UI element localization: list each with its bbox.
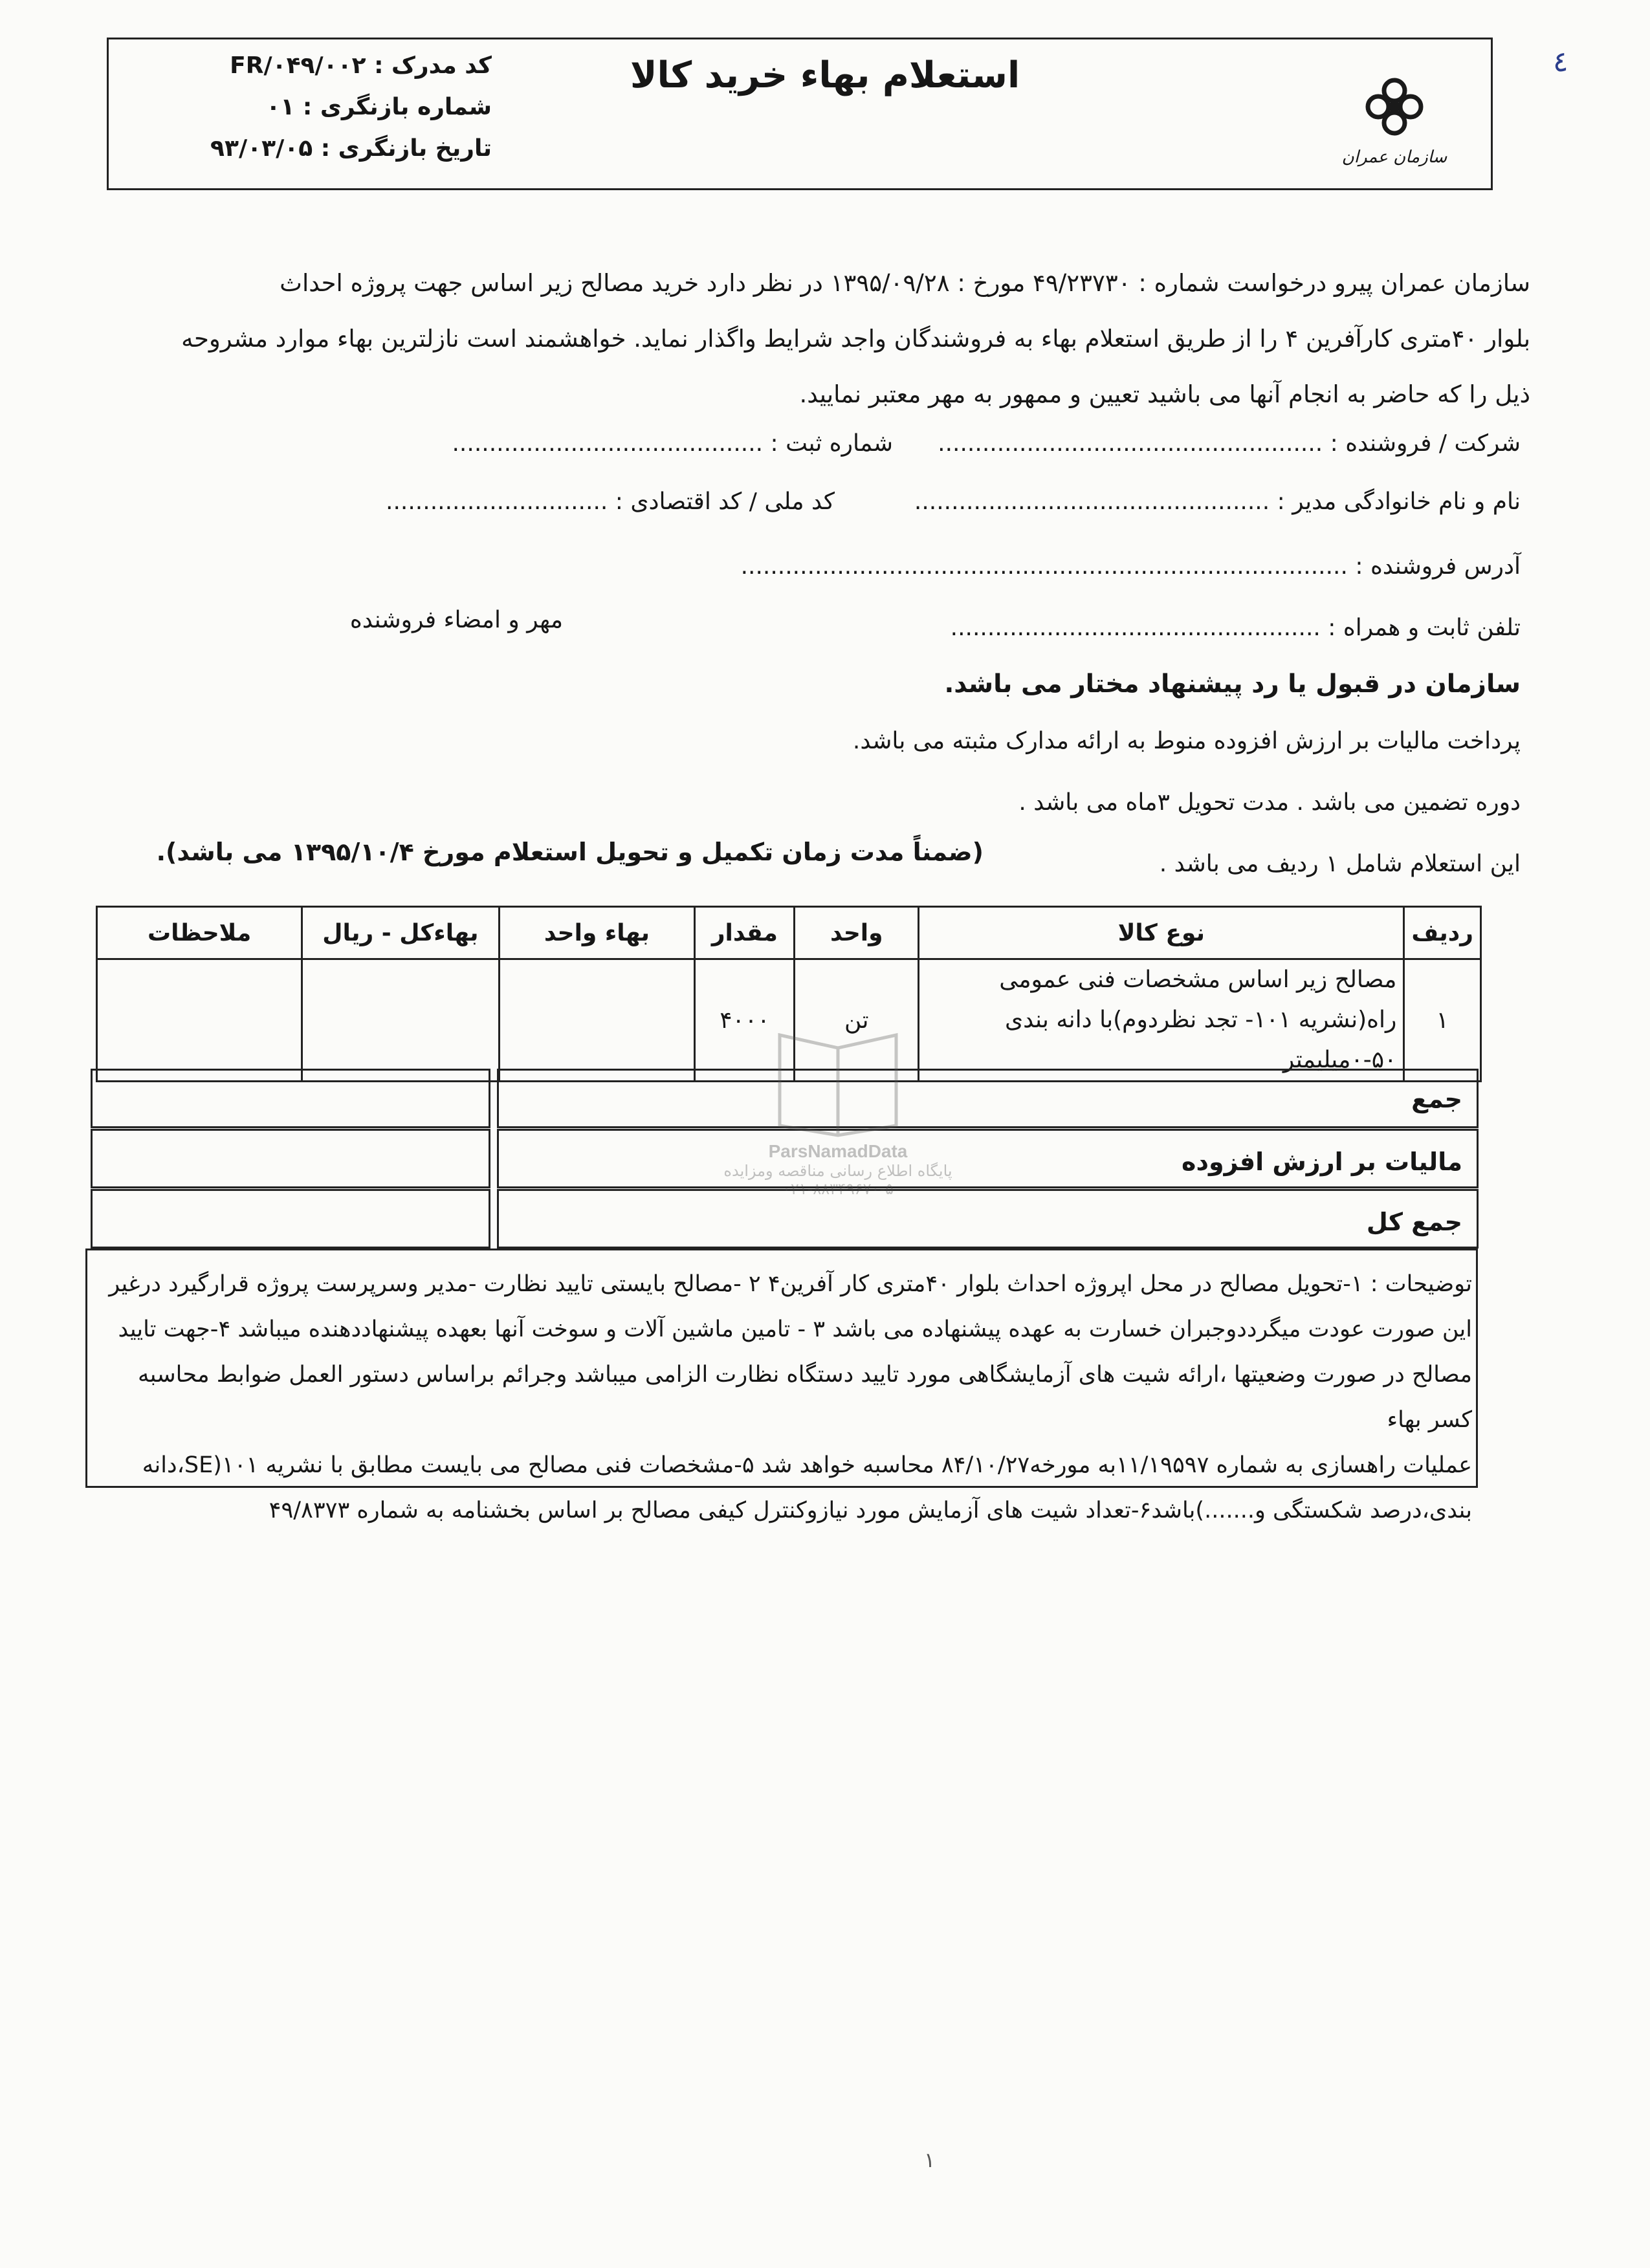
national-economic-code-field[interactable]: کد ملی / کد اقتصادی : .............................. xyxy=(386,488,835,515)
logo-emblem-icon xyxy=(1359,71,1430,142)
intro-line-3: ذیل را که حاضر به انجام آنها می باشید تعیین و ممهور به مهر معتبر نمایید. xyxy=(799,380,1530,408)
notes-line-5: بندی،درصد شکستگی و.......)باشد۶-تعداد شیت های آزمایش مورد نیازوکنترل کیفی مصالح بر اساس بخشنامه به شماره ۴۹/۸۳۷۳ xyxy=(269,1498,1472,1523)
vat-clause: پرداخت مالیات بر ارزش افزوده منوط به ارائه مدارک مثبته می باشد. xyxy=(852,728,1521,754)
column-header-item-type: نوع کالا xyxy=(919,907,1404,959)
unit-cell: تن xyxy=(795,959,919,1082)
registration-number-field[interactable]: شماره ثبت : .......................................... xyxy=(452,430,893,457)
company-field[interactable]: شرکت / فروشنده : .................................................... xyxy=(938,430,1521,457)
intro-line-1: سازمان عمران پیرو درخواست شماره : ۴۹/۲۳۷۳۰ مورخ : ۱۳۹۵/۰۹/۲۸ در نظر دارد خرید مصالح زیر اساس جهت پروژه احداث xyxy=(280,269,1530,297)
notes-text xyxy=(91,1261,1472,1533)
column-header-row-number: ردیف xyxy=(1404,907,1481,959)
deadline-clause: (ضمناً مدت زمان تکمیل و تحویل استعلام مورخ ۱۳۹۵/۱۰/۴ می باشد). xyxy=(156,838,984,866)
watermark-caption: پایگاه اطلاع رسانی مناقصه ومزایده xyxy=(723,1162,952,1180)
row-number-cell: ۱ xyxy=(1404,959,1481,1082)
remarks-cell[interactable] xyxy=(97,959,302,1082)
seller-address-field[interactable]: آدرس فروشنده : .................................................................................. xyxy=(740,553,1521,580)
watermark xyxy=(702,1016,974,1248)
vat-value-field[interactable] xyxy=(91,1129,490,1188)
column-header-quantity: مقدار xyxy=(695,907,795,959)
revision-number: شماره بازنگری : ۰۱ xyxy=(266,94,492,120)
total-price-cell[interactable] xyxy=(302,959,499,1082)
column-header-total-price: بهاءکل - ریال xyxy=(302,907,499,959)
document-code: کد مدرک : FR/۰۴۹/۰۰۲ xyxy=(230,52,492,79)
intro-paragraph xyxy=(104,256,1530,422)
quantity-cell: ۴۰۰۰ xyxy=(695,959,795,1082)
handwritten-corner-mark: ٤ xyxy=(1553,45,1568,78)
notes-line-3: مصالح در صورت وضعیتها ،ارائه شیت های آزمایشگاهی مورد تایید دستگاه نظارت الزامی میباشد وجرائم براساس دستور العمل ضوابط محاسبه کسر بهاء xyxy=(138,1362,1472,1433)
watermark-brand: ParsNamadData xyxy=(768,1141,908,1161)
discretion-clause: سازمان در قبول یا رد پیشنهاد مختار می باشد. xyxy=(944,670,1521,699)
unit-price-cell[interactable] xyxy=(499,959,695,1082)
manager-name-field[interactable]: نام و نام خانوادگی مدیر : ................................................ xyxy=(914,488,1521,515)
vat-row xyxy=(497,1129,1479,1188)
seal-signature-label: مهر و امضاء فروشنده xyxy=(349,607,563,633)
sum-label: جمع xyxy=(1411,1085,1462,1113)
column-header-unit: واحد xyxy=(795,907,919,959)
book-icon xyxy=(767,1016,909,1139)
rows-count-clause: این استعلام شامل ۱ ردیف می باشد . xyxy=(1159,851,1521,877)
item-description-cell: مصالح زیر اساس مشخصات فنی عمومی راه(نشریه ۱۰۱- تجد نظردوم)با دانه بندی ۵۰-۰میلیمتر xyxy=(919,959,1404,1082)
notes-line-4: عملیات راهسازی به شماره ۱۱/۱۹۵۹۷به مورخه۸۴/۱۰/۲۷ محاسبه خواهد شد ۵-مشخصات فنی مصالح می بایست مطابق با نشریه ۱۰۱(SE،دانه xyxy=(142,1452,1472,1478)
notes-line-2: این صورت عودت میگرددوجبران خسارت به عهده پیشنهاده می باشد ۳ - تامین ماشین آلات و سوخت آنها بعهده پیشنهاددهنده میباشد ۴-جهت تایید xyxy=(118,1316,1472,1342)
page-title: استعلام بهاء خرید کالا xyxy=(630,54,1020,96)
document-meta xyxy=(129,45,492,169)
notes-line-1: توضیحات : ۱-تحویل مصالح در محل اپروژه احداث بلوار ۴۰متری کار آفرین۴ ۲ -مصالح بایستی تایید نظارت -مدیر وسرپرست پروژه قرارگیرد درغیر xyxy=(109,1271,1472,1297)
table-header-row xyxy=(97,907,1481,959)
grand-total-value-field[interactable] xyxy=(91,1189,490,1248)
vat-label: مالیات بر ارزش افزوده xyxy=(1182,1148,1462,1176)
warranty-delivery-clause: دوره تضمین می باشد . مدت تحویل ۳ماه می باشد . xyxy=(1018,789,1521,816)
intro-line-2: بلوار ۴۰متری کارآفرین ۴ را از طریق استعلام بهاء به فروشندگان واجد شرایط واگذار نماید. خواهشمند است نازلترین بهاء موارد مشروحه xyxy=(181,325,1530,353)
grand-total-row xyxy=(497,1189,1479,1248)
sum-row xyxy=(497,1069,1479,1128)
logo-caption: سازمان عمران xyxy=(1341,147,1447,167)
grand-total-label: جمع کل xyxy=(1366,1208,1462,1236)
page-number: ۱ xyxy=(924,2148,936,2172)
column-header-unit-price: بهاء واحد xyxy=(499,907,695,959)
column-header-remarks: ملاحظات xyxy=(97,907,302,959)
watermark-phone: ۰۲۱-۸۸۳۴۹۶۷۰-۵ xyxy=(782,1180,894,1198)
revision-date: تاریخ بازنگری : ۹۳/۰۳/۰۵ xyxy=(210,135,492,162)
phone-field[interactable]: تلفن ثابت و همراه : .................................................. xyxy=(950,615,1521,641)
sum-value-field[interactable] xyxy=(91,1069,490,1128)
